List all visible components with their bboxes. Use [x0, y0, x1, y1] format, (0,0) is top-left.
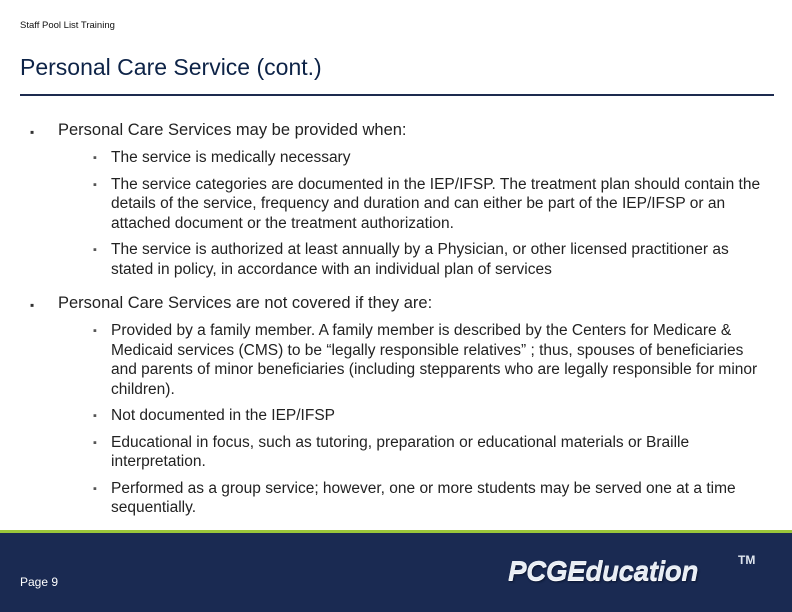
square-bullet-icon: ▪ [93, 178, 97, 191]
square-bullet-icon: ▪ [93, 410, 97, 422]
section-heading-text: Personal Care Services are not covered if they are: [58, 294, 433, 312]
square-bullet-icon: ▪ [93, 436, 97, 449]
pcg-education-logo [508, 553, 756, 587]
page-number: Page 9 [20, 575, 59, 589]
list-item [93, 479, 771, 518]
list-item-text: The service is medically necessary [111, 149, 351, 166]
square-bullet-icon: ▪ [93, 152, 97, 164]
square-bullet-icon: ▪ [93, 325, 97, 337]
logo-wordmark: PCGEducation [508, 555, 699, 586]
square-bullet-icon: ▪ [30, 298, 35, 312]
section-heading [30, 120, 775, 140]
list-item-text: Educational in focus, such as tutoring, preparation or educational materials or Braille interpretation. [111, 433, 690, 470]
list-item-text: Not documented in the IEP/IFSP [111, 407, 336, 424]
trademark-mark: TM [738, 553, 756, 567]
list-item [93, 406, 771, 426]
list-item-text: Provided by a family member. A family member is described by the Centers for Medicare & Medicaid services (CMS) to be “legally responsible relatives” ; thus, spouses of beneficiaries and parents of minor beneficiaries (including stepparents who are legally responsible for minor children). [111, 322, 758, 398]
list-item [93, 240, 771, 279]
section-heading-text: Personal Care Services may be provided when: [58, 121, 407, 139]
square-bullet-icon: ▪ [93, 244, 97, 256]
list-item-text: Performed as a group service; however, one or more students may be served one at a time sequentially. [111, 479, 736, 516]
section-heading [30, 293, 775, 313]
title-divider [20, 94, 774, 96]
list-item [93, 148, 771, 168]
presentation-label: Staff Pool List Training [20, 20, 115, 31]
page-title: Personal Care Service (cont.) [20, 54, 322, 80]
square-bullet-icon: ▪ [93, 482, 97, 495]
list-item [93, 175, 771, 234]
list-item-text: The service is authorized at least annually by a Physician, or other licensed practitioner as stated in policy, in accordance with an individual plan of services [111, 241, 729, 278]
list-item [93, 321, 771, 399]
square-bullet-icon: ▪ [30, 125, 35, 139]
list-item [93, 433, 771, 472]
slide-content [30, 120, 775, 525]
footer-bar [0, 533, 792, 612]
list-item-text: The service categories are documented in the IEP/IFSP. The treatment plan should contain the details of the service, frequency and duration and can either be part of the IEP/IFSP or an attached document or the treatment authorization. [111, 175, 761, 232]
